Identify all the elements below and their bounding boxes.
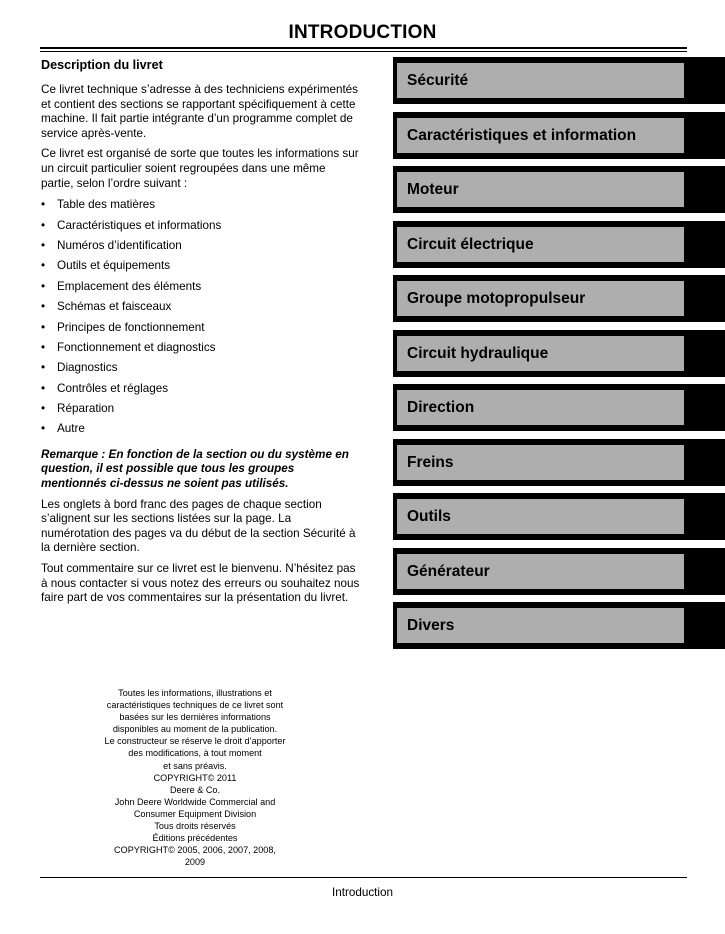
notice-line: Éditions précédentes bbox=[152, 833, 238, 844]
remark-note: Remarque : En fonction de la section ou du système en question, il est possible que tous les groupes mentionnés ci-dessus ne soient pas utilisés. bbox=[41, 447, 349, 491]
notice-line: des modifications, à tout moment bbox=[128, 748, 262, 759]
section-tab[interactable] bbox=[393, 330, 725, 377]
section-tab[interactable] bbox=[393, 493, 725, 540]
list-item-label: Outils et équipements bbox=[57, 259, 171, 273]
list-item bbox=[41, 299, 361, 319]
intro-paragraph: Ce livret technique s’adresse à des techniciens expérimentés et contient des sections se rapportant spécifiquement à cette machine. Il fait partie intégrante d’un programme complet de service après-vente. bbox=[41, 83, 359, 140]
notice-line: Deere & Co. bbox=[169, 784, 221, 795]
bullet-icon: • bbox=[41, 422, 46, 436]
feedback-paragraph: Tout commentaire sur ce livret est le bienvenu. N’hésitez pas à nous contacter si vous notez des erreurs ou souhaitez nous faire part de vos commentaires sur la présentation du livret. bbox=[41, 562, 360, 605]
section-tab[interactable] bbox=[393, 275, 725, 322]
section-tab-label: Moteur bbox=[407, 181, 459, 198]
description-column bbox=[41, 57, 361, 612]
list-item-label: Diagnostics bbox=[57, 361, 118, 375]
list-item-label: Réparation bbox=[57, 402, 115, 416]
list-item bbox=[41, 279, 361, 299]
notice-line: 2009 bbox=[184, 857, 206, 868]
page-title: INTRODUCTION bbox=[288, 22, 437, 43]
notice-line: basées sur les dernières informations bbox=[119, 712, 271, 723]
section-tabs bbox=[393, 57, 725, 657]
list-item-label: Table des matières bbox=[57, 198, 156, 212]
section-tab[interactable] bbox=[393, 439, 725, 486]
list-item bbox=[41, 421, 361, 441]
section-tab-face bbox=[397, 281, 684, 316]
notice-line: Tous droits réservés bbox=[154, 821, 236, 832]
notice-line: et sans préavis. bbox=[163, 760, 227, 771]
header-rule-thin bbox=[40, 51, 687, 52]
list-item bbox=[41, 320, 361, 340]
notice-line: COPYRIGHT© 2011 bbox=[153, 772, 237, 783]
list-item bbox=[41, 258, 361, 278]
notice-line: disponibles au moment de la publication. bbox=[112, 724, 278, 735]
section-tab-label: Freins bbox=[407, 453, 454, 471]
tabs-paragraph: Les onglets à bord franc des pages de chaque section s’alignent sur les sections listées sur la page. La numérotation des pages va du début de la section Sécurité à la dernière section. bbox=[41, 497, 356, 555]
footer-label: Introduction bbox=[331, 886, 394, 899]
list-item-label: Fonctionnement et diagnostics bbox=[57, 340, 216, 354]
list-item-label: Emplacement des éléments bbox=[57, 279, 202, 293]
list-item-label: Contrôles et réglages bbox=[57, 381, 169, 395]
section-tab-face bbox=[397, 390, 684, 425]
notice-line: COPYRIGHT© 2005, 2006, 2007, 2008, bbox=[114, 845, 276, 856]
section-tab-face bbox=[397, 227, 684, 262]
organization-paragraph: Ce livret est organisé de sorte que toutes les informations sur un circuit particulier soient regroupées dans une même partie, selon l’ordre suivant : bbox=[41, 147, 359, 190]
list-item-label: Principes de fonctionnement bbox=[57, 320, 205, 334]
section-tab-label: Outils bbox=[407, 508, 451, 525]
list-item-label: Caractéristiques et informations bbox=[57, 218, 222, 232]
notice-line: Le constructeur se réserve le droit d’apporter bbox=[104, 736, 286, 747]
section-tab-label: Générateur bbox=[407, 562, 490, 580]
section-tab-face bbox=[397, 172, 684, 207]
section-order-list bbox=[41, 197, 361, 442]
bullet-icon: • bbox=[41, 218, 46, 232]
section-tab[interactable] bbox=[393, 57, 725, 104]
list-item bbox=[41, 360, 361, 380]
section-tab-face bbox=[397, 445, 684, 480]
list-item bbox=[41, 197, 361, 217]
list-item bbox=[41, 401, 361, 421]
section-tab-face bbox=[397, 336, 684, 371]
bullet-icon: • bbox=[41, 320, 46, 334]
list-item-label: Schémas et faisceaux bbox=[57, 300, 172, 314]
section-tab-label: Caractéristiques et information bbox=[407, 126, 637, 144]
section-tab[interactable] bbox=[393, 384, 725, 431]
section-tab[interactable] bbox=[393, 166, 725, 213]
section-tab-face bbox=[397, 499, 684, 534]
bullet-icon: • bbox=[41, 340, 46, 354]
bullet-icon: • bbox=[41, 402, 46, 416]
section-tab[interactable] bbox=[393, 602, 725, 649]
notice-line: Consumer Equipment Division bbox=[133, 808, 257, 819]
section-tab-label: Groupe motopropulseur bbox=[407, 290, 586, 307]
list-item-label: Autre bbox=[57, 422, 85, 436]
bullet-icon: • bbox=[41, 259, 46, 273]
section-tab[interactable] bbox=[393, 112, 725, 159]
list-item-label: Numéros d’identification bbox=[57, 238, 182, 252]
notice-line: John Deere Worldwide Commercial and bbox=[114, 796, 276, 807]
bullet-icon: • bbox=[41, 381, 46, 395]
notice-line: caractéristiques techniques de ce livret sont bbox=[106, 700, 284, 711]
section-tab-face bbox=[397, 118, 684, 153]
bullet-icon: • bbox=[41, 198, 46, 212]
list-item bbox=[41, 238, 361, 258]
section-tab-label: Direction bbox=[407, 399, 475, 416]
section-tab-face bbox=[397, 608, 684, 643]
section-tab-label: Circuit hydraulique bbox=[407, 344, 549, 362]
list-item bbox=[41, 340, 361, 360]
list-item bbox=[41, 218, 361, 238]
section-tab-face bbox=[397, 554, 684, 589]
notice-line: Toutes les informations, illustrations et bbox=[118, 688, 272, 698]
bullet-icon: • bbox=[41, 300, 46, 314]
section-tab-label: Circuit électrique bbox=[407, 235, 534, 253]
bullet-icon: • bbox=[41, 279, 46, 293]
header-rule-thick bbox=[40, 47, 687, 49]
copyright-notice bbox=[90, 687, 300, 868]
list-item bbox=[41, 381, 361, 401]
section-tab-label: Sécurité bbox=[407, 72, 469, 89]
section-tab[interactable] bbox=[393, 221, 725, 268]
section-tab-label: Divers bbox=[407, 617, 455, 634]
footer-rule bbox=[40, 877, 687, 878]
bullet-icon: • bbox=[41, 361, 46, 375]
bullet-icon: • bbox=[41, 238, 46, 252]
section-tab[interactable] bbox=[393, 548, 725, 595]
section-tab-face bbox=[397, 63, 684, 98]
section-heading: Description du livret bbox=[41, 58, 163, 72]
